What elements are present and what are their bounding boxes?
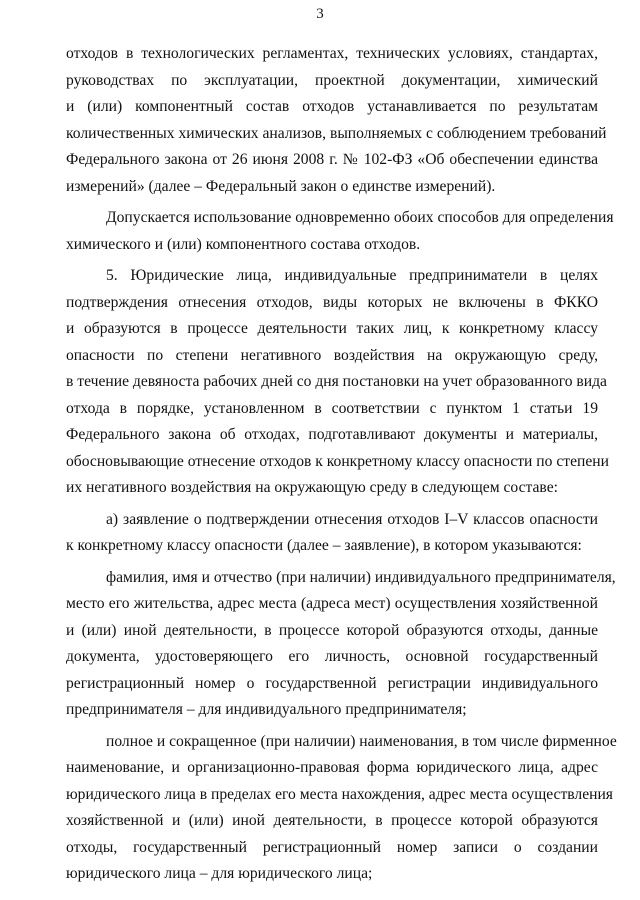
text-line: и (или) компонентный состав отходов устанавливается по результатам	[66, 98, 598, 115]
text-line: а) заявление о подтверждении отнесения отходов I–V классов опасности	[106, 510, 598, 528]
text-line: место его жительства, адрес места (адреса мест) осуществления хозяйственной	[66, 595, 598, 612]
text-line: в течение девяноста рабочих дней со дня постановки на учет образованного вида	[66, 373, 607, 390]
text-line: отхода в порядке, установленном в соответствии с пунктом 1 статьи 19	[66, 399, 598, 417]
text-line: отходы, государственный регистрационный номер записи о создании	[66, 838, 598, 856]
text-line: Федерального закона от 26 июня 2008 г. № 102-ФЗ «Об обеспечении единства	[66, 151, 598, 168]
text-line: руководствах по эксплуатации, проектной документации, химический	[66, 71, 598, 89]
text-line: Федерального закона об отходах, подготавливают документы и материалы,	[66, 426, 598, 443]
text-line: обосновывающие отнесение отходов к конкретному классу опасности по степени	[66, 452, 609, 470]
text-line: их негативного воздействия на окружающую среду в следующем составе:	[66, 479, 558, 496]
page-number: 3	[316, 6, 324, 22]
paragraph-both-methods	[66, 205, 614, 258]
text-line: измерений» (далее – Федеральный закон о единстве измерений).	[66, 177, 496, 195]
paragraph-continuation	[66, 41, 607, 200]
text-line: отходов в технологических регламентах, технических условиях, стандартах,	[66, 45, 598, 62]
text-line: регистрационный номер о государственной регистрации индивидуального	[66, 674, 598, 692]
text-line: к конкретному классу опасности (далее – заявление), в котором указываются:	[66, 537, 582, 554]
text-line: химического и (или) компонентного состава отходов.	[66, 235, 421, 253]
text-line: Допускается использование одновременно обоих способов для определения	[106, 209, 614, 226]
text-line: хозяйственной и (или) иной деятельности, в процессе которой образуются	[66, 812, 598, 829]
text-line: юридического лица в пределах его места нахождения, адрес места осуществления	[66, 785, 613, 803]
text-line: и образуются в процессе деятельности таких лиц, к конкретному классу	[66, 320, 598, 337]
text-line: фамилия, имя и отчество (при наличии) индивидуального предпринимателя,	[106, 568, 616, 586]
text-line: и (или) иной деятельности, в процессе которой образуются отходы, данные	[66, 621, 598, 639]
text-line: документа, удостоверяющего его личность, основной государственный	[66, 648, 598, 665]
text-line: опасности по степени негативного воздействия на окружающую среду,	[66, 346, 598, 364]
paragraph-item-5	[66, 263, 609, 502]
paragraph-individual-entrepreneur	[66, 565, 616, 724]
text-line: юридического лица – для юридического лица;	[66, 865, 373, 882]
paragraph-item-a	[66, 507, 598, 560]
text-line: 5. Юридические лица, индивидуальные предприниматели в целях	[106, 267, 598, 284]
text-line: предпринимателя – для индивидуального предпринимателя;	[66, 701, 467, 718]
text-line: количественных химических анализов, выполняемых с соблюдением требований	[66, 124, 607, 142]
document-body	[66, 41, 617, 888]
text-line: наименование, и организационно-правовая форма юридического лица, адрес	[66, 759, 598, 776]
text-line: подтверждения отнесения отходов, виды которых не включены в ФККО	[66, 293, 598, 311]
paragraph-legal-entity	[66, 729, 617, 888]
text-line: полное и сокращенное (при наличии) наименования, в том числе фирменное	[106, 732, 617, 750]
